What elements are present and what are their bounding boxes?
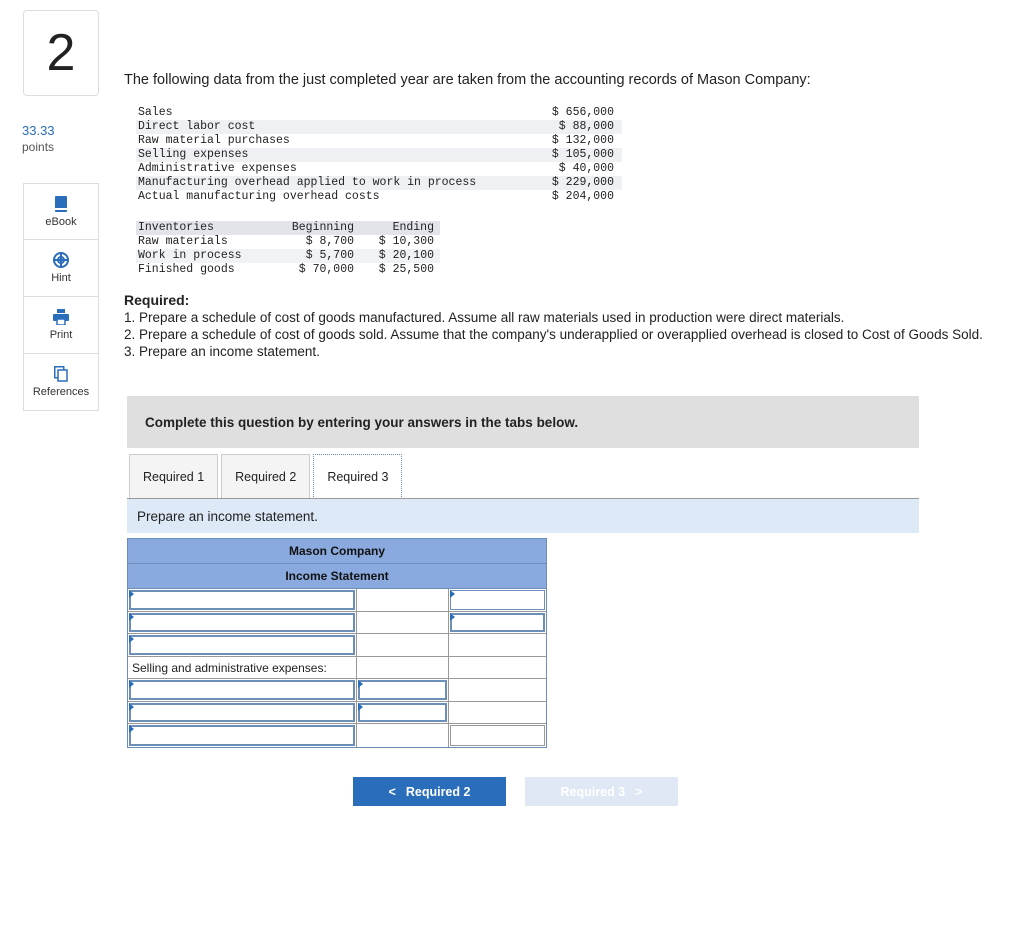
dropdown-flag-icon <box>129 703 134 711</box>
references-icon <box>54 366 68 382</box>
prev-tab-button[interactable] <box>353 777 506 806</box>
account-select[interactable] <box>129 613 355 633</box>
amount-input[interactable] <box>450 725 545 746</box>
data-value: $ 204,000 <box>551 190 614 203</box>
required-section <box>124 292 1004 360</box>
statement-row <box>128 679 546 702</box>
data-value: $ 40,000 <box>558 162 614 175</box>
amount-input[interactable] <box>358 703 447 723</box>
required-item: 2. Prepare a schedule of cost of goods sold. Assume that the company's underapplied or overapplied overhead is closed to Cost of Goods Sold. <box>124 327 983 342</box>
data-label: Manufacturing overhead applied to work in process <box>138 176 477 189</box>
inv-cell: $ 10,300 <box>378 235 434 248</box>
required-item: 1. Prepare a schedule of cost of goods manufactured. Assume all raw materials used in production were direct materials. <box>124 310 845 325</box>
statement-row <box>128 657 546 680</box>
inv-header-cell: Ending <box>392 221 434 234</box>
required-title: Required: <box>124 292 190 308</box>
tab-required-2[interactable]: Required 2 <box>221 454 310 499</box>
dropdown-flag-icon <box>129 725 134 733</box>
accounting-data-table <box>136 106 622 204</box>
statement-row <box>128 589 546 612</box>
data-label: Administrative expenses <box>138 162 297 175</box>
statement-row <box>128 612 546 635</box>
data-label: Actual manufacturing overhead costs <box>138 190 380 203</box>
references-label: References <box>32 386 90 398</box>
amount-input[interactable] <box>450 590 545 610</box>
income-statement-table <box>127 538 547 748</box>
side-tools <box>23 183 99 411</box>
account-select[interactable] <box>129 725 355 746</box>
references-button[interactable] <box>23 354 99 411</box>
dropdown-flag-icon <box>129 590 134 598</box>
hint-label: Hint <box>51 272 71 284</box>
dropdown-flag-icon <box>129 635 134 643</box>
account-select[interactable] <box>129 703 355 723</box>
data-value: $ 229,000 <box>551 176 614 189</box>
points-value: 33.33 <box>22 123 55 138</box>
data-label: Raw material purchases <box>138 134 290 147</box>
ebook-button[interactable] <box>23 183 99 240</box>
statement-row <box>128 702 546 725</box>
tab-required-3[interactable]: Required 3 <box>313 454 402 499</box>
ebook-label: eBook <box>45 215 77 228</box>
dropdown-flag-icon <box>450 590 455 598</box>
company-name: Mason Company <box>128 539 546 564</box>
points-box <box>22 123 55 155</box>
inv-cell: $ 70,000 <box>298 263 354 276</box>
data-row <box>136 162 622 176</box>
tab-bar <box>129 454 402 499</box>
data-label: Sales <box>138 106 173 119</box>
data-value: $ 656,000 <box>551 106 614 119</box>
data-row <box>136 120 622 134</box>
inv-cell: Work in process <box>138 249 242 262</box>
inventory-row <box>136 235 440 249</box>
statement-row <box>128 724 546 747</box>
inventory-row <box>136 263 440 277</box>
data-row <box>136 134 622 148</box>
statement-row <box>128 634 546 657</box>
account-select[interactable] <box>129 680 355 700</box>
print-button[interactable] <box>23 297 99 354</box>
dropdown-flag-icon <box>129 613 134 621</box>
question-number: 2 <box>23 10 99 96</box>
required-item: 3. Prepare an income statement. <box>124 344 320 359</box>
hint-button[interactable] <box>23 240 99 297</box>
inv-cell: $ 5,700 <box>305 249 354 262</box>
intro-text: The following data from the just completed year are taken from the accounting records of Mason Company: <box>124 72 811 88</box>
prev-tab-label: Required 2 <box>405 784 471 799</box>
sga-label: Selling and administrative expenses: <box>132 660 327 675</box>
data-value: $ 132,000 <box>551 134 614 147</box>
next-tab-label: Required 3 <box>560 784 626 799</box>
data-row <box>136 190 622 204</box>
inventories-header <box>136 221 440 235</box>
inv-header-cell: Beginning <box>291 221 354 234</box>
dropdown-flag-icon <box>358 703 363 711</box>
hint-icon <box>53 252 69 268</box>
account-select[interactable] <box>129 635 355 655</box>
data-row <box>136 176 622 190</box>
inv-cell: $ 8,700 <box>305 235 354 248</box>
amount-input[interactable] <box>450 613 545 633</box>
chevron-right-icon: > <box>635 784 643 799</box>
chevron-left-icon: < <box>388 784 396 799</box>
account-select[interactable] <box>129 590 355 610</box>
inv-cell: Raw materials <box>138 235 228 248</box>
statement-title: Income Statement <box>128 564 546 589</box>
inventory-row <box>136 249 440 263</box>
inventories-table <box>136 221 440 277</box>
dropdown-flag-icon <box>129 680 134 688</box>
tab-required-1[interactable]: Required 1 <box>129 454 218 499</box>
data-row <box>136 148 622 162</box>
data-label: Selling expenses <box>138 148 249 161</box>
print-label: Print <box>49 329 73 341</box>
next-tab-button <box>525 777 678 806</box>
inv-header-cell: Inventories <box>138 221 214 234</box>
points-label: points <box>22 140 55 154</box>
dropdown-flag-icon <box>358 680 363 688</box>
book-icon <box>54 196 68 212</box>
data-label: Direct labor cost <box>138 120 256 133</box>
data-value: $ 88,000 <box>558 120 614 133</box>
instructions-banner: Complete this question by entering your answers in the tabs below. <box>127 396 919 448</box>
inv-cell: Finished goods <box>138 263 235 276</box>
print-icon <box>53 309 69 325</box>
amount-input[interactable] <box>358 680 447 700</box>
inv-cell: $ 20,100 <box>378 249 434 262</box>
tab-instruction: Prepare an income statement. <box>127 499 919 533</box>
dropdown-flag-icon <box>450 613 455 621</box>
data-value: $ 105,000 <box>551 148 614 161</box>
data-row <box>136 106 622 120</box>
inv-cell: $ 25,500 <box>378 263 434 276</box>
